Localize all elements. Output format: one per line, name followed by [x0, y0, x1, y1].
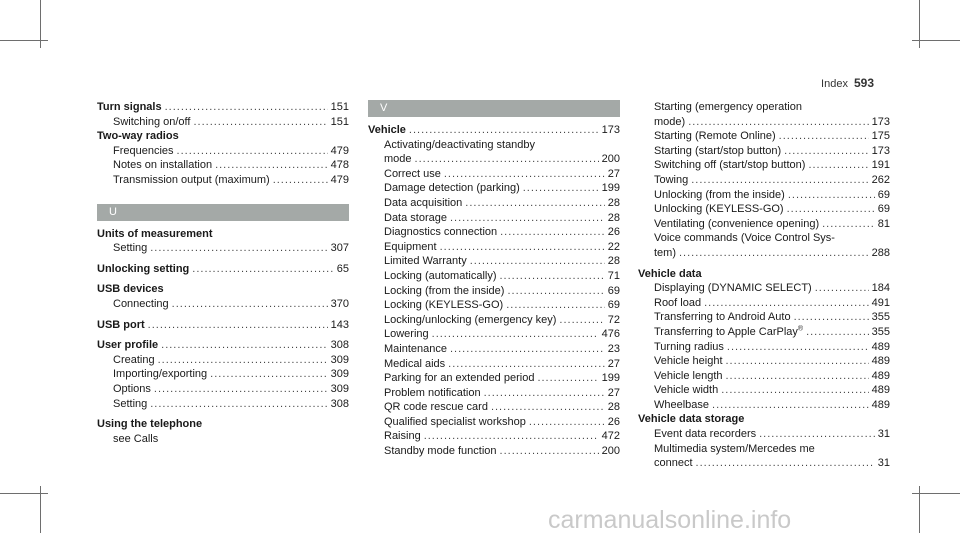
index-subentry[interactable]: Displaying (DYNAMIC SELECT) ..... 184 [638, 281, 890, 296]
index-entry: Using the telephone [97, 418, 203, 431]
index-subentry[interactable]: Event data recorders ..... 31 [638, 427, 890, 442]
index-subentry[interactable]: Unlocking (from the inside) ..... 69 [638, 188, 890, 203]
index-entry: Vehicle data [638, 267, 702, 280]
index-entry[interactable]: USB port ..... 143 [97, 318, 349, 333]
crop-mark [912, 40, 960, 41]
index-subentry[interactable]: Problem notification ..... 27 [368, 386, 620, 401]
index-column-3 [638, 100, 890, 471]
index-entry[interactable]: Turn signals ..... 151 [97, 100, 349, 115]
section-header-u: U [97, 204, 349, 221]
page-number: 593 [853, 76, 874, 90]
watermark: carmanualsonline.info [548, 506, 792, 534]
section-header-v: V [368, 100, 620, 117]
index-subentry[interactable]: Equipment ..... 22 [368, 240, 620, 255]
index-subentry[interactable]: Locking (automatically) ..... 71 [368, 269, 620, 284]
index-subentry[interactable]: Frequencies ..... 479 [97, 144, 349, 159]
index-subentry[interactable]: Damage detection (parking) ..... 199 [368, 181, 620, 196]
see-reference[interactable]: see Calls [113, 432, 159, 445]
index-subentry[interactable]: Roof load ..... 491 [638, 296, 890, 311]
index-entry: Vehicle data storage [638, 413, 745, 426]
index-subentry: Activating/deactivating standby [384, 138, 536, 151]
index-entry[interactable]: User profile ..... 308 [97, 338, 349, 353]
index-subentry[interactable]: Transferring to Android Auto ..... 355 [638, 310, 890, 325]
index-subentry[interactable]: Data acquisition ..... 28 [368, 196, 620, 211]
index-subentry[interactable]: Transmission output (maximum) ..... 479 [97, 173, 349, 188]
index-subentry[interactable]: Vehicle length ..... 489 [638, 369, 890, 384]
index-subentry[interactable]: Towing ..... 262 [638, 173, 890, 188]
index-subentry[interactable]: Raising ..... 472 [368, 429, 620, 444]
index-subentry[interactable]: Lowering ..... 476 [368, 327, 620, 342]
index-subentry[interactable]: mode ..... 200 [368, 152, 620, 167]
index-subentry[interactable]: mode) ..... 173 [638, 115, 890, 130]
index-subentry[interactable]: Locking (from the inside) ..... 69 [368, 284, 620, 299]
index-entry[interactable]: Vehicle ..... 173 [368, 123, 620, 138]
index-subentry[interactable]: Correct use ..... 27 [368, 167, 620, 182]
index-subentry[interactable]: tem) ..... 288 [638, 246, 890, 261]
header-section: Index [821, 78, 848, 90]
index-subentry[interactable]: Switching off (start/stop button) ..... 191 [638, 158, 890, 173]
index-subentry: Starting (emergency operation [654, 101, 802, 113]
index-subentry[interactable]: Starting (start/stop button) ..... 173 [638, 144, 890, 159]
index-subentry[interactable]: Connecting ..... 370 [97, 297, 349, 312]
index-subentry[interactable]: Vehicle width ..... 489 [638, 383, 890, 398]
index-subentry[interactable]: Starting (Remote Online) ..... 175 [638, 129, 890, 144]
index-subentry: Multimedia system/Mercedes me [654, 442, 815, 455]
index-subentry[interactable]: Vehicle height ..... 489 [638, 354, 890, 369]
index-subentry[interactable]: connect ..... 31 [638, 456, 890, 471]
index-subentry[interactable]: Data storage ..... 28 [368, 211, 620, 226]
index-subentry[interactable]: Wheelbase ..... 489 [638, 398, 890, 413]
index-subentry[interactable]: Options ..... 309 [97, 382, 349, 397]
index-subentry[interactable]: Notes on installation ..... 478 [97, 158, 349, 173]
index-subentry[interactable]: Limited Warranty ..... 28 [368, 254, 620, 269]
index-entry[interactable]: Unlocking setting ..... 65 [97, 262, 349, 277]
index-entry: USB devices [97, 283, 164, 296]
crop-mark [0, 493, 48, 494]
index-subentry[interactable]: Locking (KEYLESS-GO) ..... 69 [368, 298, 620, 313]
index-subentry[interactable]: Standby mode function ..... 200 [368, 444, 620, 459]
index-subentry[interactable]: Setting ..... 308 [97, 397, 349, 412]
index-subentry[interactable]: Unlocking (KEYLESS-GO) ..... 69 [638, 202, 890, 217]
index-subentry[interactable]: Ventilating (convenience opening) ..... 81 [638, 217, 890, 232]
index-entry: Units of measurement [97, 227, 213, 240]
index-subentry[interactable]: Medical aids ..... 27 [368, 357, 620, 372]
crop-mark [0, 40, 48, 41]
index-subentry[interactable]: Creating ..... 309 [97, 353, 349, 368]
index-subentry[interactable]: Turning radius ..... 489 [638, 340, 890, 355]
index-subentry[interactable]: Parking for an extended period ..... 199 [368, 371, 620, 386]
index-subentry[interactable]: Maintenance ..... 23 [368, 342, 620, 357]
index-subentry[interactable]: Transferring to Apple CarPlay® ..... 355 [638, 325, 890, 340]
registered-mark: ® [797, 325, 804, 333]
index-column-2 [368, 100, 620, 459]
index-subentry[interactable]: Locking/unlocking (emergency key) ..... 72 [368, 313, 620, 328]
index-entry: Two-way radios [97, 130, 179, 143]
index-subentry: Voice commands (Voice Control Sys- [654, 232, 835, 245]
index-subentry[interactable]: QR code rescue card ..... 28 [368, 400, 620, 415]
running-header [821, 76, 874, 90]
crop-mark [912, 493, 960, 494]
index-subentry[interactable]: Setting ..... 307 [97, 241, 349, 256]
index-subentry[interactable]: Diagnostics connection ..... 26 [368, 225, 620, 240]
index-subentry[interactable]: Qualified specialist workshop ..... 26 [368, 415, 620, 430]
index-subentry[interactable]: Switching on/off ..... 151 [97, 115, 349, 130]
index-column-1 [97, 100, 349, 446]
index-subentry[interactable]: Importing/exporting ..... 309 [97, 367, 349, 382]
